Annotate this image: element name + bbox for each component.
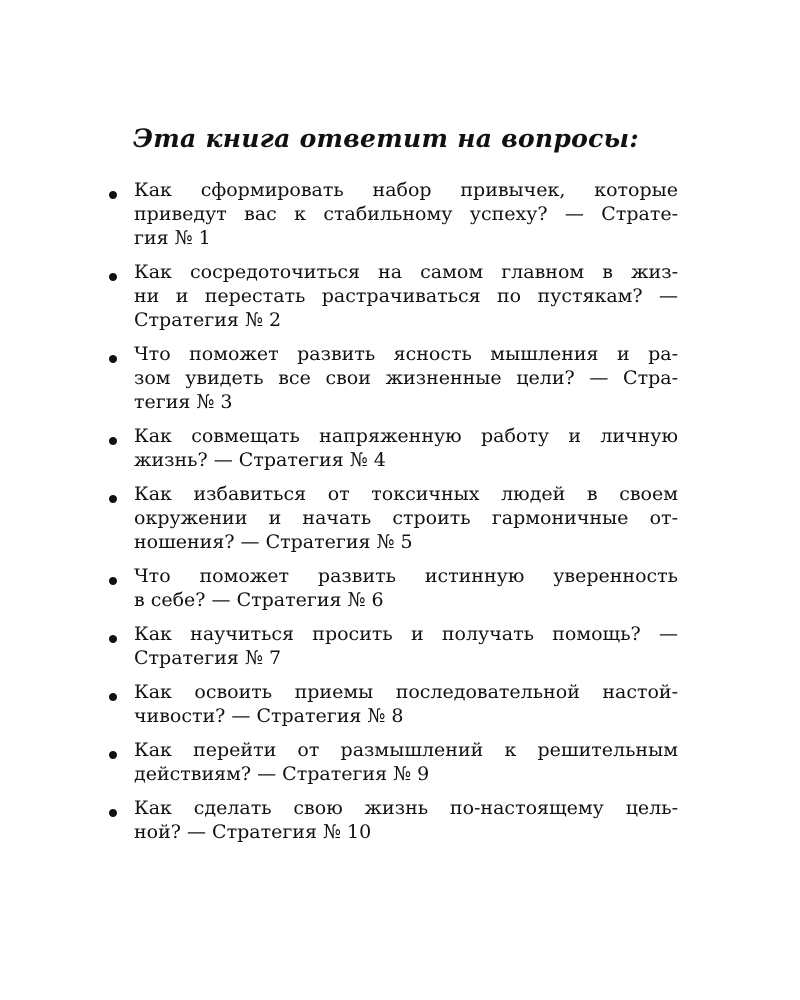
list-item-line: чивости? — Стратегия № 8 xyxy=(134,705,404,727)
list-item-line: Что поможет развить истинную уверенность xyxy=(134,565,678,587)
list-item xyxy=(108,622,678,670)
list-item-line: ношения? — Стратегия № 5 xyxy=(134,531,413,553)
bullet-icon xyxy=(109,437,117,445)
list-item-line: ни и перестать растрачиваться по пустякам? — xyxy=(134,285,678,307)
list-item-line: ной? — Стратегия № 10 xyxy=(134,821,372,843)
list-item-line: приведут вас к стабильному успеху? — Страте- xyxy=(134,203,678,225)
list-item xyxy=(108,482,678,554)
list-item xyxy=(108,738,678,786)
list-item-line: тегия № 3 xyxy=(134,391,233,413)
list-item xyxy=(108,424,678,472)
bullet-icon xyxy=(109,273,117,281)
page-title: Эта книга ответит на вопросы: xyxy=(133,124,639,153)
list-item-line: жизнь? — Стратегия № 4 xyxy=(134,449,386,471)
list-item-line: Стратегия № 7 xyxy=(134,647,282,669)
list-item-line: Как сделать свою жизнь по-настоящему цель- xyxy=(134,797,678,819)
list-item-line: зом увидеть все свои жизненные цели? — Стра- xyxy=(134,367,678,389)
list-item-line: Как сосредоточиться на самом главном в жиз- xyxy=(134,261,678,283)
bullet-icon xyxy=(109,191,117,199)
list-item-line: Стратегия № 2 xyxy=(134,309,282,331)
list-item-line: Как научиться просить и получать помощь? — xyxy=(134,623,678,645)
list-item-line: Как перейти от размышлений к решительным xyxy=(134,739,678,761)
list-item-line: в себе? — Стратегия № 6 xyxy=(134,589,384,611)
list-item-line: Что поможет развить ясность мышления и ра- xyxy=(134,343,678,365)
list-item-line: гия № 1 xyxy=(134,227,211,249)
list-item xyxy=(108,564,678,612)
list-item xyxy=(108,178,678,250)
list-item-line: действиям? — Стратегия № 9 xyxy=(134,763,430,785)
list-item xyxy=(108,260,678,332)
list-item-line: Как освоить приемы последовательной настой- xyxy=(134,681,678,703)
list-item-line: Как избавиться от токсичных людей в своем xyxy=(134,483,678,505)
bullet-icon xyxy=(109,693,117,701)
list-item-line: Как сформировать набор привычек, которые xyxy=(134,179,678,201)
bullet-icon xyxy=(109,635,117,643)
bullet-icon xyxy=(109,495,117,503)
bullet-icon xyxy=(109,577,117,585)
question-list xyxy=(108,178,678,854)
list-item xyxy=(108,796,678,844)
list-item-line: окружении и начать строить гармоничные от- xyxy=(134,507,678,529)
bullet-icon xyxy=(109,355,117,363)
list-item xyxy=(108,680,678,728)
bullet-icon xyxy=(109,751,117,759)
bullet-icon xyxy=(109,809,117,817)
list-item xyxy=(108,342,678,414)
list-item-line: Как совмещать напряженную работу и личную xyxy=(134,425,678,447)
